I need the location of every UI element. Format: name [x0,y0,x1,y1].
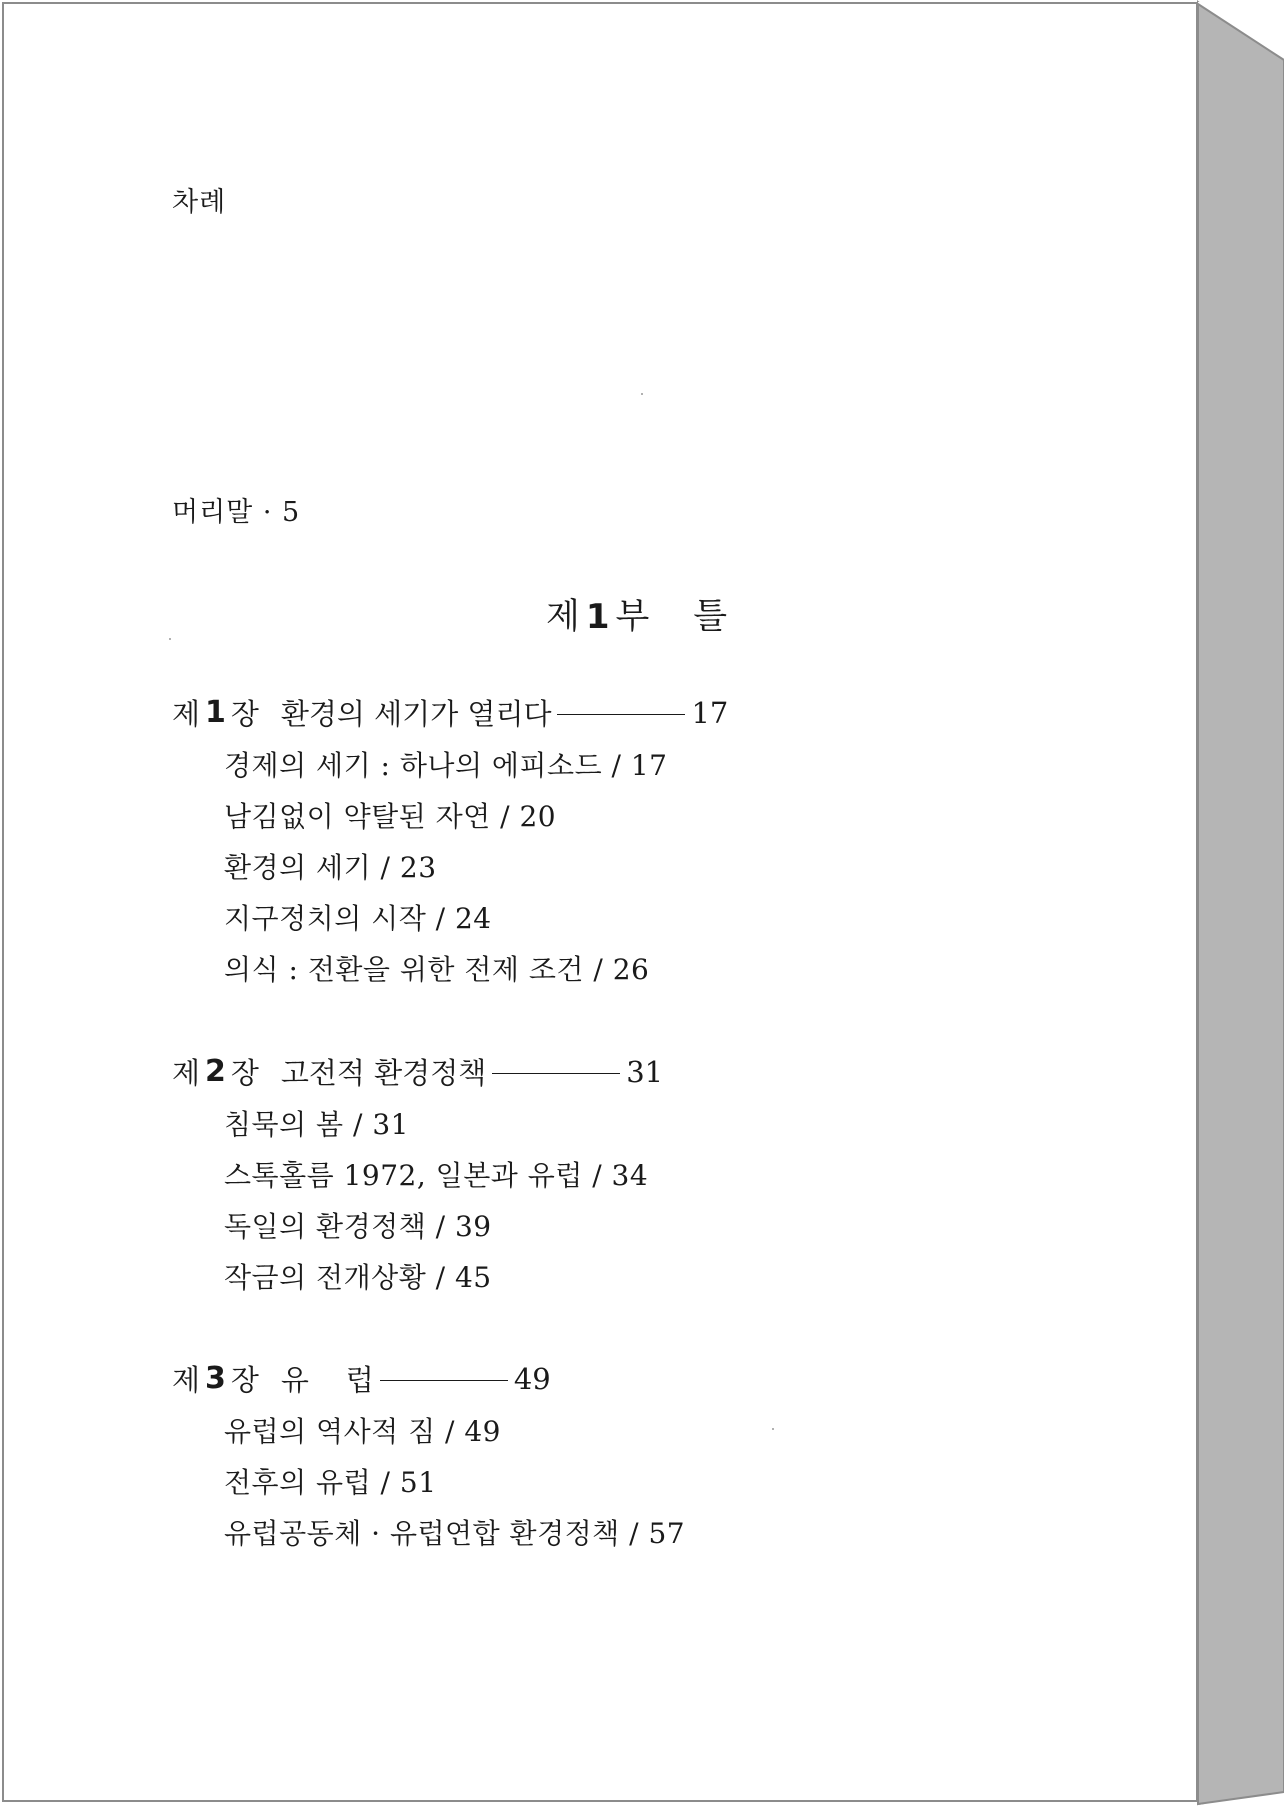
section-entry[interactable]: 유럽의 역사적 짐 / 49 [224,1415,502,1448]
chapter-title: 고전적 환경정책 [280,1056,487,1090]
chapter-prefix: 제 [172,1056,201,1090]
toc-page [2,2,1198,1802]
speck [772,1428,774,1430]
speck [641,393,643,395]
chapter-title: 환경의 세기가 열리다 [280,697,552,731]
chapter-number: 3 [205,1361,226,1396]
chapter-page: 31 [626,1054,664,1089]
dot-leader [492,1073,620,1074]
section-entry[interactable]: 독일의 환경정책 / 39 [224,1210,492,1243]
section-entry[interactable]: 경제의 세기 : 하나의 에피소드 / 17 [224,749,668,782]
section-entry[interactable]: 스톡홀름 1972, 일본과 유럽 / 34 [224,1159,649,1192]
section-entry[interactable]: 지구정치의 시작 / 24 [224,902,492,935]
chapter-page: 17 [691,695,729,730]
section-entry[interactable]: 유럽공동체 · 유럽연합 환경정책 / 57 [224,1517,686,1550]
part-number: 1 [585,597,610,637]
chapter-number: 2 [205,1054,226,1089]
section-entry[interactable]: 환경의 세기 / 23 [224,851,437,884]
chapter-page: 49 [513,1361,551,1396]
toc-content [4,4,1200,1804]
speck [169,638,171,640]
part-prefix: 제 [546,597,580,637]
chapter-suffix: 장 [230,1363,259,1397]
part-suffix: 부 [615,597,650,637]
preface-entry[interactable]: 머리말 · 5 [172,497,301,528]
chapter-prefix: 제 [172,697,201,731]
chapter-number: 1 [205,695,226,730]
part-title [546,589,727,639]
chapter-1-entry[interactable] [172,692,728,733]
chapter-prefix: 제 [172,1363,201,1397]
chapter-suffix: 장 [230,697,259,731]
part-name: 틀 [693,597,728,637]
section-entry[interactable]: 의식 : 전환을 위한 전제 조건 / 26 [224,953,650,986]
dot-leader [557,714,685,715]
section-entry[interactable]: 전후의 유럽 / 51 [224,1466,437,1499]
chapter-2-entry[interactable] [172,1051,663,1092]
chapter-title: 유 럽 [280,1363,374,1397]
section-entry[interactable]: 침묵의 봄 / 31 [224,1108,409,1141]
section-entry[interactable]: 남김없이 약탈된 자연 / 20 [224,800,557,833]
chapter-3-entry[interactable] [172,1358,551,1399]
toc-heading: 차례 [172,187,227,218]
section-entry[interactable]: 작금의 전개상황 / 45 [224,1261,492,1294]
chapter-suffix: 장 [230,1056,259,1090]
dot-leader [380,1380,508,1381]
